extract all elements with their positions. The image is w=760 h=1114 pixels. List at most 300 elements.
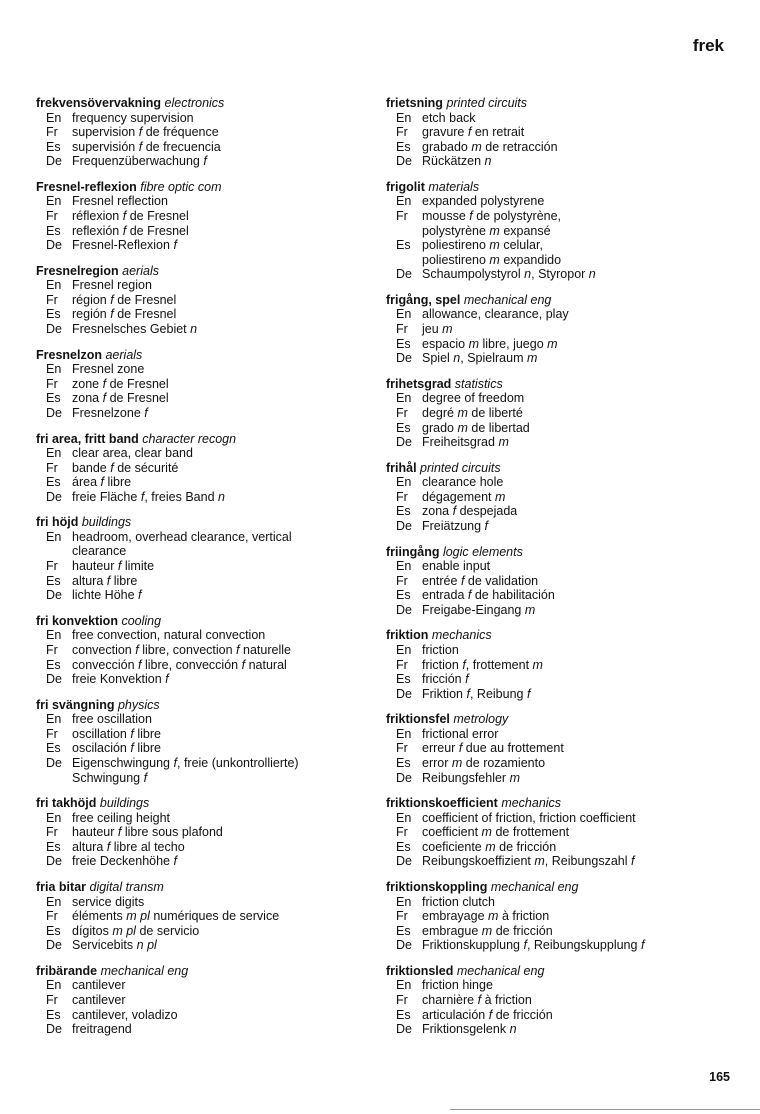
language-code: Es: [396, 756, 411, 770]
translation-text: free convection, natural convection: [72, 628, 266, 643]
language-code: Es: [46, 573, 61, 588]
translation-line: [396, 924, 738, 939]
entry-headline: [386, 796, 738, 811]
language-code: Fr: [46, 460, 58, 475]
translation-text: Rückätzen n: [422, 154, 492, 169]
entry-headline: [36, 432, 388, 447]
translation-text: zona f de Fresnel: [72, 391, 169, 406]
entry-field: electronics: [164, 96, 225, 110]
translation-text: coeficiente m de fricción: [422, 839, 557, 854]
translation-line: [46, 643, 388, 658]
translation-line: [396, 504, 738, 519]
translation-text: enable input: [422, 559, 491, 574]
entry-headline: [36, 96, 388, 111]
language-code: Fr: [396, 489, 408, 504]
translation-line: [46, 559, 388, 574]
language-code: Fr: [396, 825, 408, 840]
translation-text: polystyrène m expansé: [422, 223, 551, 238]
language-code: Fr: [396, 322, 408, 337]
entry-term: frigång, spel: [386, 292, 461, 307]
translation-line: [396, 140, 738, 155]
translation-line: [46, 628, 388, 643]
translation-text: Spiel n, Spielraum m: [422, 351, 538, 366]
dictionary-entry: [386, 796, 738, 869]
language-code: Es: [46, 657, 61, 672]
language-code: Es: [396, 336, 411, 351]
translation-line: [396, 307, 738, 322]
translation-text: poliestireno m celular,: [422, 238, 543, 253]
language-code: En: [46, 446, 62, 460]
language-code: En: [46, 278, 62, 293]
entry-field: mechanical eng: [100, 963, 189, 978]
translation-text: erreur f due au frottement: [422, 741, 564, 756]
language-code: De: [46, 854, 62, 869]
translation-line: [396, 811, 738, 826]
language-code: Es: [396, 504, 411, 519]
translation-line: [396, 406, 738, 421]
translation-line: [396, 840, 738, 855]
translation-text: Schaumpolystyrol n, Styropor n: [422, 267, 596, 282]
translation-line: [46, 938, 388, 953]
language-code: De: [396, 602, 412, 617]
translation-text: altura f libre: [72, 573, 138, 588]
translation-text: hauteur f libre sous plafond: [72, 825, 223, 840]
translation-line: [46, 588, 388, 603]
translation-text: Reibungskoeffizient m, Reibungszahl f: [422, 854, 635, 869]
translation-text: espacio m libre, juego m: [422, 336, 558, 351]
language-code: De: [46, 672, 62, 687]
entry-field: mechanical eng: [463, 292, 552, 307]
dictionary-entry: [36, 880, 388, 953]
entry-field: character recogn: [142, 431, 237, 446]
translation-text: etch back: [422, 110, 476, 125]
translation-text: allowance, clearance, play: [422, 307, 569, 322]
translation-text: Fresnel zone: [72, 362, 145, 377]
translation-line: [396, 238, 738, 253]
footer-rule: [450, 1109, 760, 1110]
language-code: Es: [396, 672, 411, 687]
translation-text: zone f de Fresnel: [72, 376, 169, 391]
translation-text: coefficient m de frottement: [422, 825, 570, 840]
translation-line: [46, 154, 388, 169]
translation-line: [396, 125, 738, 140]
entry-field: buildings: [81, 515, 132, 530]
dictionary-entry: [36, 432, 388, 505]
translation-line: [396, 475, 738, 490]
entry-term: frekvensövervakning: [36, 96, 162, 110]
entry-headline: [386, 545, 738, 560]
language-code: Fr: [46, 559, 58, 574]
translation-line: [396, 1022, 738, 1037]
entry-field: fibre optic com: [140, 179, 222, 194]
translation-text: mousse f de polystyrène,: [422, 208, 562, 223]
entry-term: friingång: [386, 544, 440, 559]
language-code: En: [46, 628, 62, 643]
translation-line: [46, 111, 388, 126]
translation-text: Fresnel region: [72, 278, 152, 293]
language-code: De: [46, 756, 62, 770]
entry-headline: [36, 964, 388, 979]
translation-line: [396, 658, 738, 673]
translation-line: [46, 712, 388, 727]
translation-text: zona f despejada: [422, 504, 518, 519]
translation-text: clear area, clear band: [72, 446, 193, 460]
translation-text: gravure f en retrait: [422, 125, 525, 140]
entry-term: frietsning: [386, 96, 443, 110]
translation-line: [396, 267, 738, 282]
language-code: De: [396, 770, 412, 785]
translation-text: Eigenschwingung f, freie (unkontrollierte): [72, 756, 299, 770]
dictionary-entry: [386, 377, 738, 450]
language-code: En: [396, 810, 412, 825]
entry-headline: [36, 515, 388, 530]
translation-text: altura f libre al techo: [72, 839, 185, 854]
dictionary-entry: [386, 880, 738, 953]
entry-term: frigolit: [386, 179, 425, 194]
translation-line: [396, 253, 738, 268]
language-code: Fr: [46, 208, 58, 223]
translation-text: grabado m de retracción: [422, 139, 558, 154]
translation-line: [396, 209, 738, 224]
translation-line: [46, 895, 388, 910]
entry-headline: [386, 377, 738, 392]
translation-text: entrée f de validation: [422, 573, 539, 588]
language-code: De: [396, 435, 412, 450]
language-code: Fr: [46, 292, 58, 307]
dictionary-entry: [36, 796, 388, 869]
entry-headline: [36, 880, 388, 895]
language-code: De: [396, 351, 412, 366]
translation-text: Frequenzüberwachung f: [72, 154, 207, 169]
running-header: frek: [692, 36, 724, 55]
translation-line: [396, 574, 738, 589]
language-code: Es: [46, 839, 61, 854]
language-code: De: [46, 238, 62, 253]
translation-text: entrada f de habilitación: [422, 588, 555, 603]
entry-field: mechanics: [431, 628, 492, 643]
language-code: Es: [46, 307, 61, 322]
translation-text: expanded polystyrene: [422, 194, 545, 209]
language-code: Es: [46, 391, 61, 406]
translation-line: [396, 337, 738, 352]
language-code: De: [46, 1022, 62, 1037]
language-code: De: [46, 588, 62, 603]
translation-text: convection f libre, convection f naturelle: [72, 642, 291, 657]
language-code: De: [396, 686, 412, 701]
translation-text: friction f, frottement m: [422, 657, 543, 672]
dictionary-entry: [36, 698, 388, 785]
entry-headline: [36, 614, 388, 629]
language-code: Es: [396, 139, 411, 154]
translation-text: cantilever: [72, 978, 126, 993]
translation-line: [46, 362, 388, 377]
translation-text: embrayage m à friction: [422, 909, 550, 924]
language-code: En: [396, 559, 412, 574]
translation-text: freie Fläche f, freies Band n: [72, 489, 225, 504]
translation-line: [46, 125, 388, 140]
translation-line: [396, 687, 738, 702]
translation-text: reflexión f de Fresnel: [72, 223, 189, 238]
translation-text: área f libre: [72, 475, 132, 490]
translation-line: [46, 490, 388, 505]
entry-field: cooling: [121, 613, 162, 628]
translation-line: [46, 377, 388, 392]
language-code: De: [46, 405, 62, 420]
translation-text: clearance hole: [422, 475, 504, 490]
dictionary-entry: [386, 461, 738, 534]
translation-line: [396, 643, 738, 658]
translation-line: [46, 307, 388, 322]
right-column: [386, 96, 738, 1048]
translation-text: Friktionsgelenk n: [422, 1022, 517, 1037]
translation-text: Reibungsfehler m: [422, 770, 520, 785]
entry-term: fribärande: [36, 963, 98, 978]
dictionary-entry: [386, 96, 738, 169]
translation-text: grado m de libertad: [422, 420, 530, 435]
translation-line: [396, 111, 738, 126]
translation-text: dígitos m pl de servicio: [72, 923, 200, 938]
dictionary-entry: [386, 712, 738, 785]
translation-line: [396, 756, 738, 771]
language-code: En: [46, 362, 62, 377]
translation-line: [396, 559, 738, 574]
translation-line: [46, 530, 388, 545]
translation-line: [396, 741, 738, 756]
language-code: Fr: [396, 125, 408, 140]
entry-field: mechanics: [501, 796, 562, 811]
translation-line: [46, 993, 388, 1008]
dictionary-entry: [36, 515, 388, 602]
translation-line: [396, 154, 738, 169]
translation-line: [396, 672, 738, 687]
entry-headline: [36, 698, 388, 713]
language-code: Fr: [46, 726, 58, 741]
translation-text: free ceiling height: [72, 810, 171, 825]
dictionary-entry: [36, 96, 388, 169]
entry-field: statistics: [454, 376, 503, 391]
translation-line: [46, 756, 388, 771]
translation-line: [396, 519, 738, 534]
entry-headline: [36, 348, 388, 363]
language-code: En: [396, 642, 412, 657]
language-code: En: [396, 391, 412, 406]
dictionary-entry: [36, 348, 388, 421]
translation-line: [46, 391, 388, 406]
translation-text: error m de rozamiento: [422, 756, 546, 770]
language-code: De: [396, 267, 412, 282]
translation-line: [46, 293, 388, 308]
language-code: En: [46, 978, 62, 993]
translation-text: Fresnel reflection: [72, 194, 168, 209]
language-code: De: [46, 489, 62, 504]
translation-line: [46, 909, 388, 924]
translation-text: service digits: [72, 894, 145, 909]
dictionary-entry: [36, 964, 388, 1037]
entry-field: printed circuits: [446, 96, 528, 110]
language-code: Es: [396, 238, 411, 253]
translation-line: [46, 475, 388, 490]
translation-text: lichte Höhe f: [72, 588, 142, 603]
translation-line: [396, 421, 738, 436]
translation-text: frictional error: [422, 726, 499, 741]
entry-term: friktionskoppling: [386, 880, 488, 895]
translation-line: [396, 895, 738, 910]
translation-line: [396, 1008, 738, 1023]
language-code: Fr: [46, 825, 58, 840]
translation-line: [396, 909, 738, 924]
language-code: Fr: [46, 642, 58, 657]
language-code: Fr: [46, 993, 58, 1008]
entry-headline: [386, 96, 738, 111]
translation-line: [396, 771, 738, 786]
translation-line: [46, 224, 388, 239]
dictionary-entry: [386, 628, 738, 701]
entry-headline: [386, 180, 738, 195]
translation-text: friction clutch: [422, 894, 495, 909]
language-code: De: [396, 518, 412, 533]
translation-line: [46, 978, 388, 993]
entry-term: friktionsfel: [386, 712, 450, 727]
language-code: En: [396, 194, 412, 209]
translation-line: [46, 854, 388, 869]
translation-line: [46, 771, 388, 786]
translation-text: réflexion f de Fresnel: [72, 208, 189, 223]
translation-line: [46, 825, 388, 840]
language-code: Es: [46, 1007, 61, 1022]
translation-line: [396, 603, 738, 618]
translation-text: freie Deckenhöhe f: [72, 854, 177, 869]
translation-text: Freigabe-Eingang m: [422, 602, 536, 617]
translation-line: [46, 209, 388, 224]
translation-text: Fresnel-Reflexion f: [72, 238, 177, 253]
translation-line: [46, 727, 388, 742]
translation-line: [46, 924, 388, 939]
entry-field: buildings: [99, 796, 150, 811]
language-code: Fr: [46, 125, 58, 140]
translation-text: Friktion f, Reibung f: [422, 686, 531, 701]
translation-text: jeu m: [422, 322, 453, 337]
entry-term: friktion: [386, 628, 429, 643]
translation-text: cantilever, voladizo: [72, 1007, 178, 1022]
translation-text: Freiätzung f: [422, 518, 489, 533]
translation-line: [46, 194, 388, 209]
translation-line: [46, 544, 388, 559]
translation-text: degré m de liberté: [422, 405, 523, 420]
translation-text: charnière f à friction: [422, 993, 532, 1008]
translation-text: bande f de sécurité: [72, 460, 179, 475]
translation-text: friction hinge: [422, 978, 493, 993]
translation-text: clearance: [72, 544, 127, 559]
translation-line: [396, 490, 738, 505]
translation-text: friction: [422, 642, 459, 657]
language-code: Es: [46, 741, 61, 756]
language-code: En: [46, 529, 62, 544]
entry-field: physics: [117, 697, 160, 712]
translation-text: Servicebits n pl: [72, 938, 157, 953]
translation-line: [396, 854, 738, 869]
translation-text: embrague m de fricción: [422, 923, 553, 938]
language-code: Fr: [396, 909, 408, 924]
language-code: Fr: [396, 741, 408, 756]
translation-line: [396, 588, 738, 603]
entry-term: Fresnel-reflexion: [36, 179, 137, 194]
language-code: En: [46, 194, 62, 209]
translation-text: Fresnelsches Gebiet n: [72, 322, 198, 337]
translation-text: oscillation f libre: [72, 726, 161, 741]
language-code: En: [396, 110, 412, 125]
entry-headline: [36, 264, 388, 279]
entry-headline: [386, 628, 738, 643]
entry-field: mechanical eng: [456, 963, 545, 978]
language-code: En: [396, 978, 412, 993]
language-code: De: [396, 1022, 412, 1037]
language-code: En: [396, 475, 412, 490]
language-code: Es: [396, 839, 411, 854]
entry-field: mechanical eng: [490, 880, 579, 895]
language-code: De: [46, 938, 62, 953]
entry-field: logic elements: [442, 544, 523, 559]
language-code: Fr: [46, 376, 58, 391]
translation-text: cantilever: [72, 993, 126, 1008]
translation-line: [396, 435, 738, 450]
entry-term: frihetsgrad: [386, 376, 452, 391]
entry-term: Fresnelzon: [36, 347, 102, 362]
language-code: Es: [396, 923, 411, 938]
translation-text: Schwingung f: [72, 770, 148, 785]
entry-headline: [386, 293, 738, 308]
translation-text: región f de Fresnel: [72, 307, 177, 322]
entry-term: frihål: [386, 460, 417, 475]
entry-headline: [36, 796, 388, 811]
language-code: Fr: [396, 993, 408, 1008]
entry-term: fri takhöjd: [36, 796, 97, 811]
translation-line: [46, 322, 388, 337]
translation-text: supervisión f de frecuencia: [72, 139, 221, 154]
language-code: En: [46, 894, 62, 909]
page-number: 165: [709, 1070, 730, 1084]
entry-term: friktionsled: [386, 963, 454, 978]
language-code: Es: [46, 475, 61, 490]
language-code: De: [396, 154, 412, 169]
dictionary-entry: [386, 545, 738, 618]
entry-field: digital transm: [89, 880, 164, 895]
dictionary-entry: [36, 614, 388, 687]
translation-line: [46, 461, 388, 476]
translation-line: [46, 140, 388, 155]
translation-line: [46, 672, 388, 687]
entry-headline: [386, 880, 738, 895]
language-code: Fr: [396, 405, 408, 420]
entry-term: fri svängning: [36, 697, 115, 712]
translation-text: oscilación f libre: [72, 741, 161, 756]
translation-line: [396, 825, 738, 840]
entry-term: fri area, fritt band: [36, 431, 139, 446]
language-code: En: [46, 712, 62, 727]
translation-text: hauteur f limite: [72, 559, 155, 574]
language-code: En: [46, 110, 62, 125]
translation-line: [46, 238, 388, 253]
translation-text: dégagement m: [422, 489, 506, 504]
entry-field: aerials: [122, 263, 159, 278]
entry-field: aerials: [105, 347, 143, 362]
translation-text: frequency supervision: [72, 110, 194, 125]
language-code: Fr: [396, 573, 408, 588]
translation-text: Friktionskupplung f, Reibungskupplung f: [422, 938, 645, 953]
translation-line: [46, 446, 388, 461]
entry-field: printed circuits: [420, 460, 501, 475]
translation-line: [46, 840, 388, 855]
dictionary-entry: [386, 964, 738, 1037]
